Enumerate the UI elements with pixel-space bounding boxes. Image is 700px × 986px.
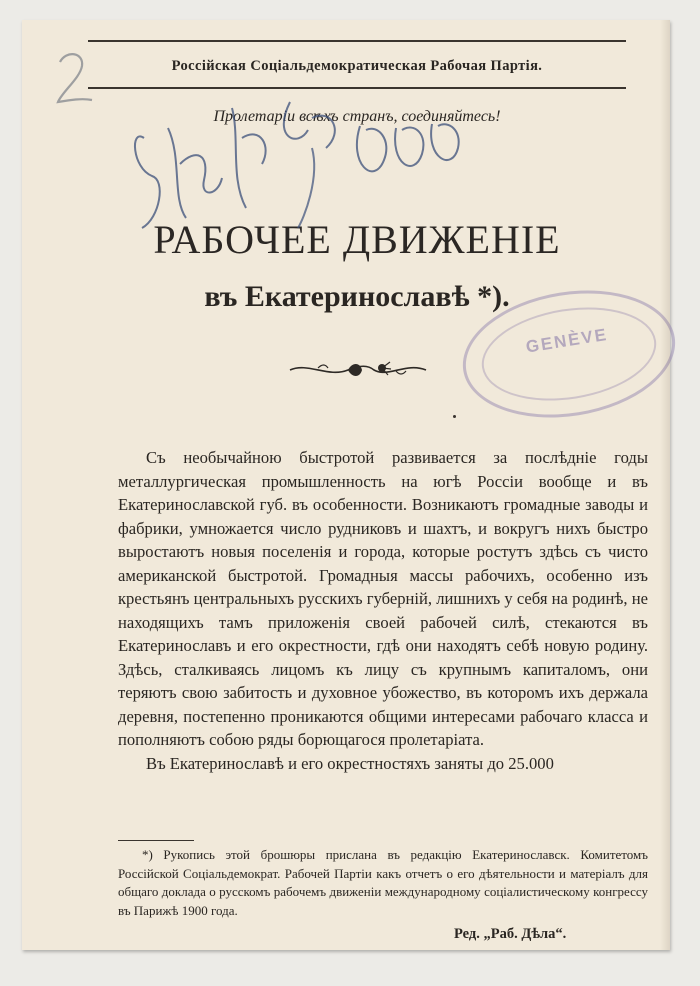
- body-text: [118, 446, 648, 775]
- slogan: Пролетаріи всѣхъ странъ, соединяйтесь!: [213, 108, 501, 125]
- pencil-mark-icon: [52, 48, 96, 110]
- floral-ornament-icon: [288, 358, 428, 382]
- paragraph: Съ необычайною быстротой развивается за послѣдніе годы металлургическая промышленность на югѣ Россіи вообще и въ Екатеринославской губ. въ особенности. Возникаютъ громадные заводы и фабрики, умножается число рудниковъ и шахтъ, и вокругъ нихъ быстро выростаютъ новыя поселенія и города, которые ростутъ здѣсь съ чисто американской быстротой. Громадныя массы рабочихъ, особенно изъ крестьянъ центральныхъ русскихъ губерній, лишнихъ у себя на родинѣ, не находящихъ тамъ приложенія своей рабочей силѣ, стекаются въ Екатеринославъ и его окрестности, гдѣ они находятъ себѣ новую родину. Здѣсь, сталкиваясь лицомъ къ лицу съ крупнымъ капиталомъ, они теряютъ свою забитость и духовное убожество, въ которомъ ихъ держала деревня, постепенно проникаются общими интересами рабочаго класса и пополняютъ собою ряды борющагося пролетаріата.: [118, 448, 648, 749]
- footnote-rule: [118, 840, 194, 841]
- top-rule: [88, 40, 626, 42]
- handwritten-signature-icon: [122, 68, 462, 238]
- stamp-text: GENÈVE: [524, 324, 610, 357]
- document-title: РАБОЧЕЕ ДВИЖЕНІЕ: [153, 217, 561, 262]
- footnote: [118, 846, 648, 920]
- document-page: [22, 20, 670, 950]
- party-name: Россійская Соціальдемократическая Рабочая Партія.: [171, 58, 543, 74]
- document-subtitle: въ Екатеринославѣ *).: [204, 280, 510, 313]
- ink-dot: [453, 415, 456, 418]
- paragraph: Въ Екатеринославѣ и его окрестностяхъ заняты до 25.000: [146, 753, 554, 773]
- footnote-text: *) Рукопись этой брошюры прислана въ редакцію Екатеринославск. Комитетомъ Россійской Соціальдемократ. Рабочей Партіи какъ отчетъ о его дѣятельности и матеріалъ для общаго доклада о русскомъ рабочемъ движеніи международному соціалистическому конгрессу въ Парижѣ 1900 года.: [118, 847, 648, 918]
- editor-signature: Ред. „Раб. Дѣла“.: [454, 926, 567, 942]
